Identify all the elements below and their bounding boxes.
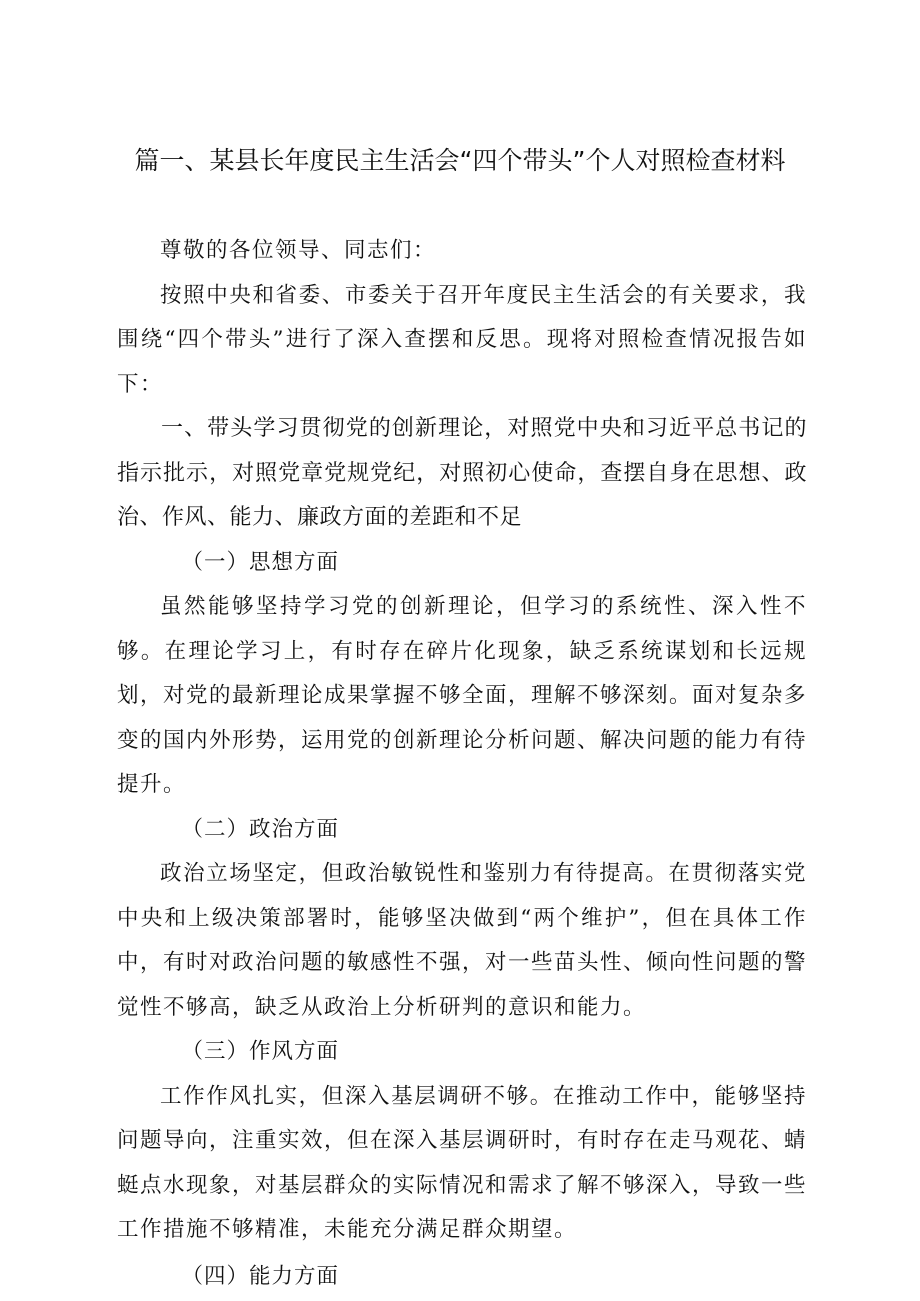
subsection-text-thought: 虽然能够坚持学习党的创新理论，但学习的系统性、深入性不够。在理论学习上，有时存在碎片化现象，缺乏系统谋划和长远规划，对党的最新理论成果掌握不够全面，理解不够深刻。面对复杂多变的国内外形势，运用党的创新理论分析问题、解决问题的能力有待提升。	[117, 594, 808, 797]
document-body	[117, 229, 807, 1299]
subsection-heading-ability: （四）能力方面	[181, 1263, 340, 1289]
section-heading-1: 一、带头学习贯彻党的创新理论，对照党中央和习近平总书记的指示批示，对照党章党规党纪，对照初心使命，查摆自身在思想、政治、作风、能力、廉政方面的差距和不足	[117, 416, 807, 530]
subsection-heading-style: （三）作风方面	[181, 1039, 340, 1064]
intro-paragraph: 按照中央和省委、市委关于召开年度民主生活会的有关要求，我围绕“四个带头”进行了深入查摆和反思。现将对照检查情况报告如下：	[117, 282, 807, 397]
subsection-heading-thought: （一）思想方面	[181, 549, 340, 575]
subsection-heading-politics: （二）政治方面	[181, 816, 340, 842]
subsection-text-style: 工作作风扎实，但深入基层调研不够。在推动工作中，能够坚持问题导向，注重实效，但在深入基层调研时，有时存在走马观花、蜻蜓点水现象，对基层群众的实际情况和需求了解不够深入，导致一些工作措施不够精准，未能充分满足群众期望。	[117, 1083, 808, 1242]
document-title: 篇一、某县长年度民主生活会“四个带头”个人对照检查材料	[134, 146, 786, 175]
greeting: 尊敬的各位领导、同志们：	[160, 238, 437, 263]
subsection-text-politics: 政治立场坚定，但政治敏锐性和鉴别力有待提高。在贯彻落实党中央和上级决策部署时，能够坚决做到“两个维护”，但在具体工作中，有时对政治问题的敏感性不强，对一些苗头性、倾向性问题的警觉性不够高，缺乏从政治上分析研判的意识和能力。	[117, 861, 808, 1020]
